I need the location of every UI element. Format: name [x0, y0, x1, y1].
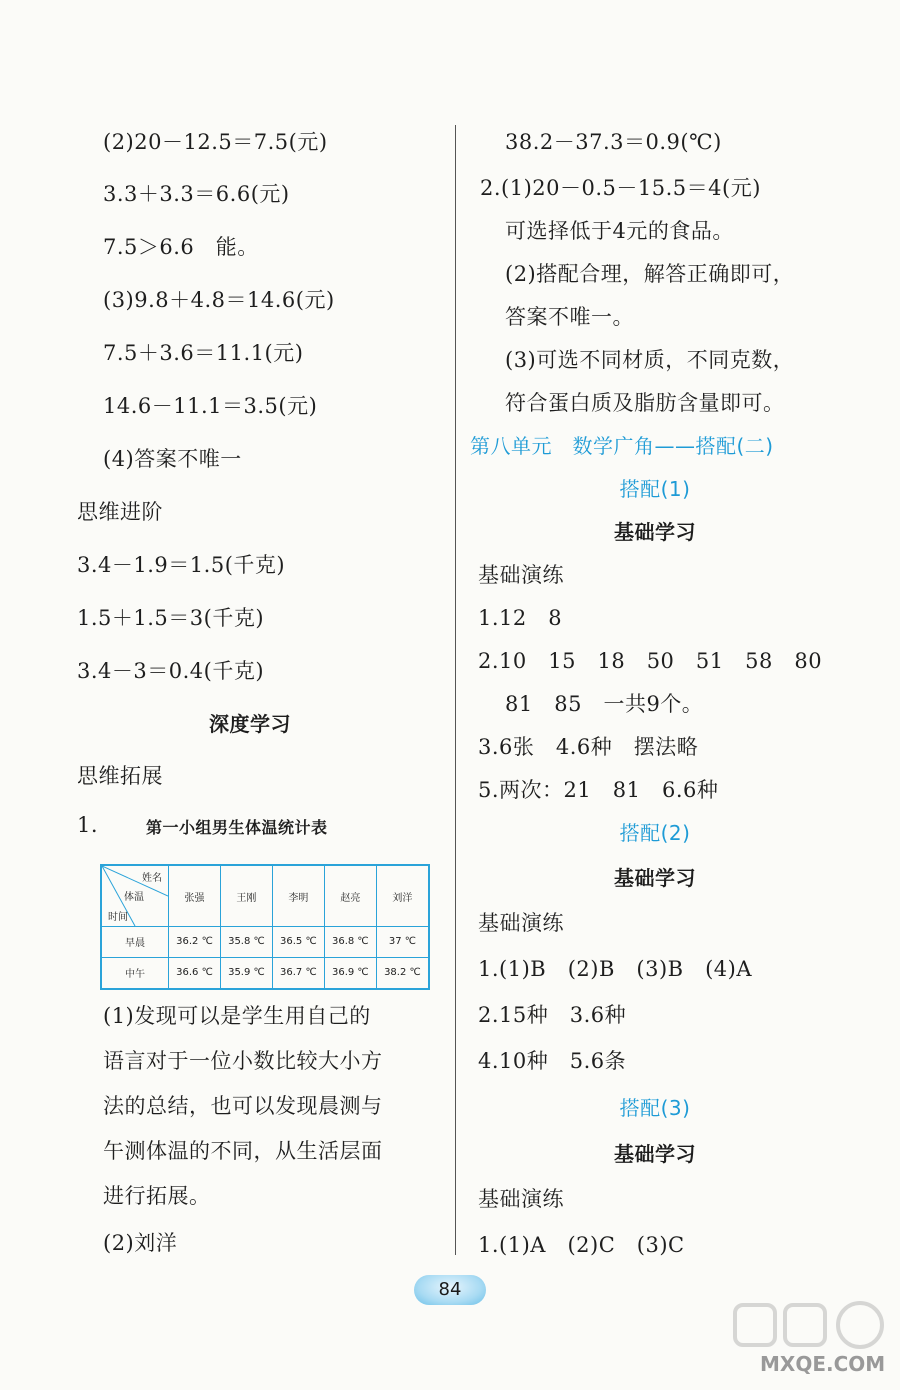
answer-line: 3.4－3＝0.4(千克)	[77, 659, 265, 683]
section-title: 基础学习	[614, 520, 696, 544]
answer-line: 3.3＋3.3＝6.6(元)	[103, 182, 290, 206]
lesson-heading: 搭配(2)	[619, 821, 691, 845]
answer-line: 3.4－1.9＝1.5(千克)	[77, 553, 286, 577]
paragraph-line: (1)发现可以是学生用自己的	[103, 1004, 371, 1028]
answer-line: 答案不唯一。	[505, 305, 634, 329]
table-cell: 36.5 ℃	[272, 927, 324, 958]
row-label: 中午	[101, 957, 169, 989]
corner-temp-label: 体温	[124, 892, 144, 903]
lesson-heading: 搭配(1)	[619, 477, 691, 501]
answer-line: (2)20－12.5＝7.5(元)	[103, 130, 328, 154]
table-cell: 36.9 ℃	[324, 957, 376, 989]
table-cell: 35.9 ℃	[220, 957, 272, 989]
table-cell: 36.2 ℃	[169, 927, 221, 958]
watermark-text: MXQE.COM	[760, 1352, 886, 1376]
answer-line: 可选择低于4元的食品。	[505, 219, 734, 243]
answer-line: (3)9.8＋4.8＝14.6(元)	[103, 288, 335, 312]
section-heading: 基础演练	[478, 563, 564, 587]
paragraph-line: 法的总结，也可以发现晨测与	[103, 1094, 383, 1118]
answer-line: 7.5＋3.6＝11.1(元)	[103, 341, 304, 365]
answer-line: 1.(1)A (2)C (3)C	[478, 1233, 685, 1257]
page-number-badge: 84	[414, 1275, 486, 1305]
answer-line: 14.6－11.1＝3.5(元)	[103, 394, 318, 418]
table-corner-cell	[101, 865, 169, 927]
paragraph-line: 午测体温的不同，从生活层面	[103, 1139, 383, 1163]
answer-line: 1.5＋1.5＝3(千克)	[77, 606, 265, 630]
header-cell: 刘洋	[376, 865, 429, 927]
table-row	[101, 957, 429, 989]
answer-line: (2)搭配合理，解答正确即可，	[505, 262, 795, 286]
table-cell: 36.8 ℃	[324, 927, 376, 958]
table-cell: 35.8 ℃	[220, 927, 272, 958]
section-title: 基础学习	[614, 866, 696, 890]
answer-line: 2.10 15 18 50 51 58 80	[478, 649, 823, 673]
paragraph-line: (2)刘洋	[103, 1231, 178, 1255]
answer-line: 81 85 一共9个。	[505, 692, 704, 716]
unit-heading: 第八单元 数学广角——搭配(二)	[470, 434, 774, 458]
answer-line: 1.(1)B (2)B (3)B (4)A	[478, 957, 752, 981]
table-title: 第一小组男生体温统计表	[146, 818, 328, 837]
answer-line: 符合蛋白质及脂肪含量即可。	[505, 391, 785, 415]
answer-line: (4)答案不唯一	[103, 447, 242, 471]
answer-line: (3)可选不同材质，不同克数，	[505, 348, 795, 372]
header-cell: 李明	[272, 865, 324, 927]
section-heading: 思维拓展	[77, 764, 163, 788]
paragraph-line: 语言对于一位小数比较大小方	[103, 1049, 383, 1073]
table-cell: 38.2 ℃	[376, 957, 429, 989]
temperature-table	[100, 864, 430, 990]
header-cell: 赵亮	[324, 865, 376, 927]
answer-line: 1.12 8	[478, 606, 563, 630]
corner-time-label: 时间	[108, 912, 128, 923]
answer-line: 5.两次：21 81 6.6种	[478, 778, 719, 802]
lesson-heading: 搭配(3)	[619, 1096, 691, 1120]
header-cell: 王刚	[220, 865, 272, 927]
question-number: 1.	[77, 813, 99, 837]
section-heading: 思维进阶	[77, 500, 163, 524]
answer-line: 3.6张 4.6种 摆法略	[478, 735, 699, 759]
answer-line: 38.2－37.3＝0.9(℃)	[505, 130, 722, 154]
answer-line: 7.5＞6.6 能。	[103, 235, 259, 259]
table-row	[101, 927, 429, 958]
table-cell: 36.7 ℃	[272, 957, 324, 989]
table-cell: 36.6 ℃	[169, 957, 221, 989]
answer-line: 4.10种 5.6条	[478, 1049, 627, 1073]
row-label: 早晨	[101, 927, 169, 958]
answer-line: 2.(1)20－0.5－15.5＝4(元)	[480, 176, 761, 200]
paragraph-line: 进行拓展。	[103, 1184, 211, 1208]
table-header-row	[101, 865, 429, 927]
header-cell: 张强	[169, 865, 221, 927]
column-divider	[455, 125, 456, 1255]
table-cell: 37 ℃	[376, 927, 429, 958]
section-heading: 基础演练	[478, 1187, 564, 1211]
corner-name-label: 姓名	[142, 873, 162, 884]
section-title: 深度学习	[209, 712, 291, 736]
section-heading: 基础演练	[478, 911, 564, 935]
answer-line: 2.15种 3.6种	[478, 1003, 627, 1027]
section-title: 基础学习	[614, 1142, 696, 1166]
